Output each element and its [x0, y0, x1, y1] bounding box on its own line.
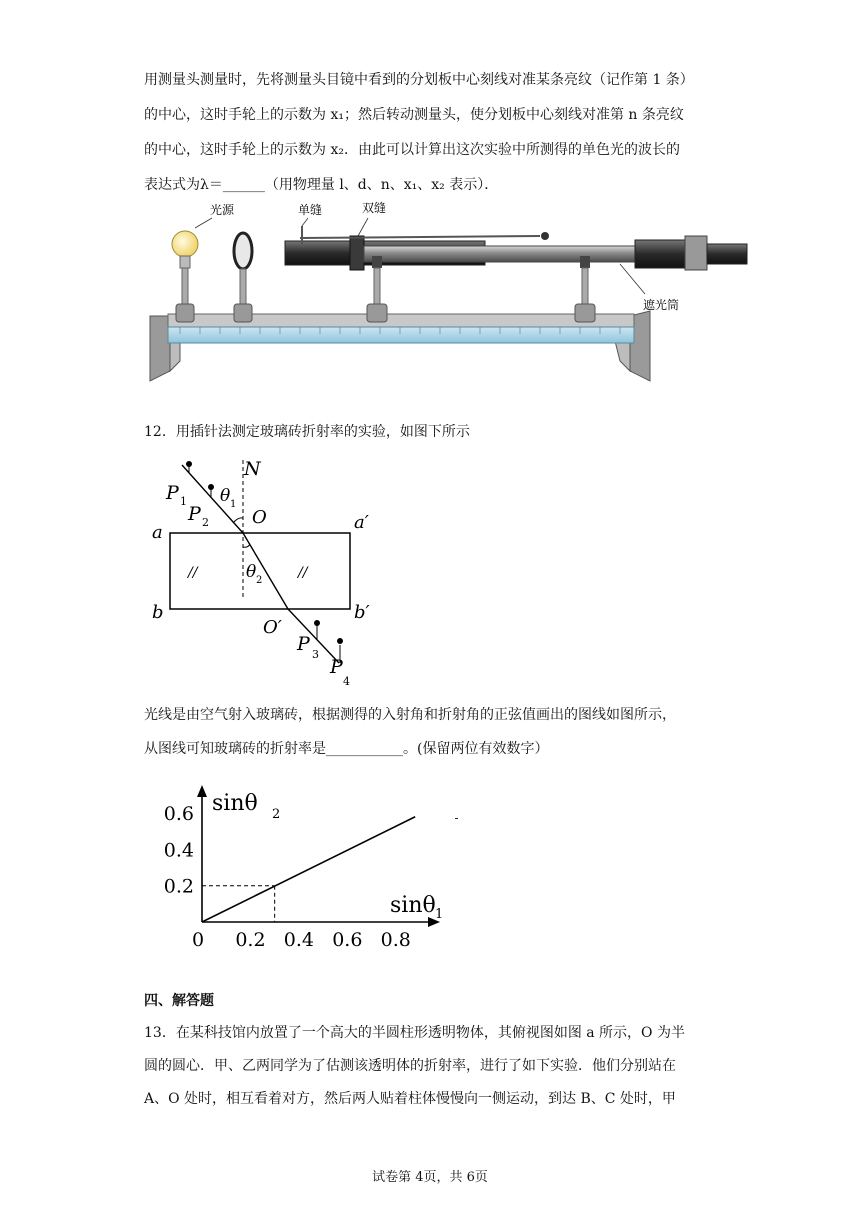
sine-graph-chart — [140, 775, 460, 955]
pin-p3 — [314, 620, 320, 639]
label-N: N — [244, 458, 261, 480]
label-double-slit: 双缝 — [362, 201, 387, 215]
label-theta2: θ — [246, 562, 257, 582]
label-b: b — [152, 602, 164, 623]
x-tick-label: 0.6 — [332, 929, 363, 951]
label-P4-sub: 4 — [343, 675, 350, 688]
y-axis-label: sinθ — [212, 791, 258, 816]
label-P4: P — [330, 656, 343, 678]
y-tick-label: 0.4 — [163, 839, 194, 862]
label-O: O — [252, 507, 267, 528]
angle-theta2-arc — [243, 544, 250, 547]
y-tick-label: 0.2 — [163, 875, 194, 898]
lens — [234, 233, 252, 322]
chart-series — [202, 817, 415, 922]
x-tick-label: 0.4 — [283, 929, 314, 951]
label-P2: P — [188, 503, 201, 525]
label-P2-sub: 2 — [202, 516, 209, 529]
angle-theta1-arc — [233, 518, 243, 523]
y-axis-label-sub: 2 — [272, 807, 281, 822]
x-tick-label: 0 — [191, 929, 205, 951]
glass-hatch-right: // — [298, 565, 308, 581]
label-theta1-sub: 1 — [230, 499, 237, 510]
page-footer: 试卷第 4页，共 6页 — [372, 1170, 488, 1185]
label-theta1: θ — [220, 486, 231, 506]
label-a-prime: a′ — [354, 512, 369, 533]
x-tick-label: 0.8 — [380, 929, 411, 951]
q13-text-line-1: 13．在某科技馆内放置了一个高大的半圆柱形透明物体，其俯视图如图 a 所示，O 为半 — [144, 1025, 685, 1041]
label-P3: P — [297, 633, 310, 655]
label-O-prime: O′ — [263, 617, 282, 638]
label-light-shield-tube: 遮光筒 — [643, 298, 680, 312]
q11-text-line-3: 的中心，这时手轮上的示数为 x₂．由此可以计算出这次实验中所测得的单色光的波长的 — [144, 142, 680, 158]
refraction-diagram — [140, 455, 380, 690]
label-theta2-sub: 2 — [256, 575, 263, 586]
label-P3-sub: 3 — [312, 648, 319, 661]
q12-text-line-2: 从图线可知玻璃砖的折射率是___________。(保留两位有效数字） — [144, 741, 549, 757]
y-tick-label: 0.6 — [163, 803, 194, 826]
label-single-slit: 单缝 — [298, 203, 323, 217]
label-b-prime: b′ — [354, 602, 370, 623]
chart-tick-labels — [164, 803, 411, 951]
label-light-source: 光源 — [210, 203, 235, 217]
series-line — [202, 817, 415, 922]
q11-text-line-1: 用测量头测量时，先将测量头目镜中看到的分划板中心刻线对准某条亮纹（记作第 1 条） — [144, 72, 694, 88]
label-P1-sub: 1 — [180, 495, 187, 508]
label-P1: P — [166, 482, 179, 504]
glass-hatch-left: // — [188, 565, 198, 581]
x-axis-label-sub: 1 — [435, 907, 444, 922]
q13-text-line-2: 圆的圆心．甲、乙两同学为了估测该透明体的折射率，进行了如下实验．他们分别站在 — [144, 1058, 676, 1074]
light-shield-tube — [285, 226, 747, 270]
label-a: a — [152, 522, 163, 543]
x-axis-label: sinθ — [390, 893, 436, 918]
section-heading: 四、解答题 — [144, 993, 214, 1009]
y-axis-arrow — [197, 785, 207, 797]
q12-text-line-1: 光线是由空气射入玻璃砖，根据测得的入射角和折射角的正弦值画出的图线如图所示， — [144, 707, 676, 723]
q11-text-line-4: 表达式为λ＝______（用物理量 l、d、n、x₁、x₂ 表示）． — [144, 177, 499, 193]
x-tick-label: 0.2 — [235, 929, 266, 951]
stray-mark — [455, 818, 458, 819]
double-slit-apparatus-illustration — [140, 196, 760, 386]
q11-text-line-2: 的中心，这时手轮上的示数为 x₁；然后转动测量头，使分划板中心刻线对准第 n 条亮纹 — [144, 107, 684, 123]
q13-text-line-3: A、O 处时，相互看着对方，然后两人贴着柱体慢慢向一侧运动，到达 B、C 处时，甲 — [144, 1091, 676, 1107]
tube-supports — [367, 256, 595, 322]
light-source-bulb — [172, 231, 198, 322]
q12-title: 12．用插针法测定玻璃砖折射率的实验，如图下所示 — [144, 424, 470, 440]
